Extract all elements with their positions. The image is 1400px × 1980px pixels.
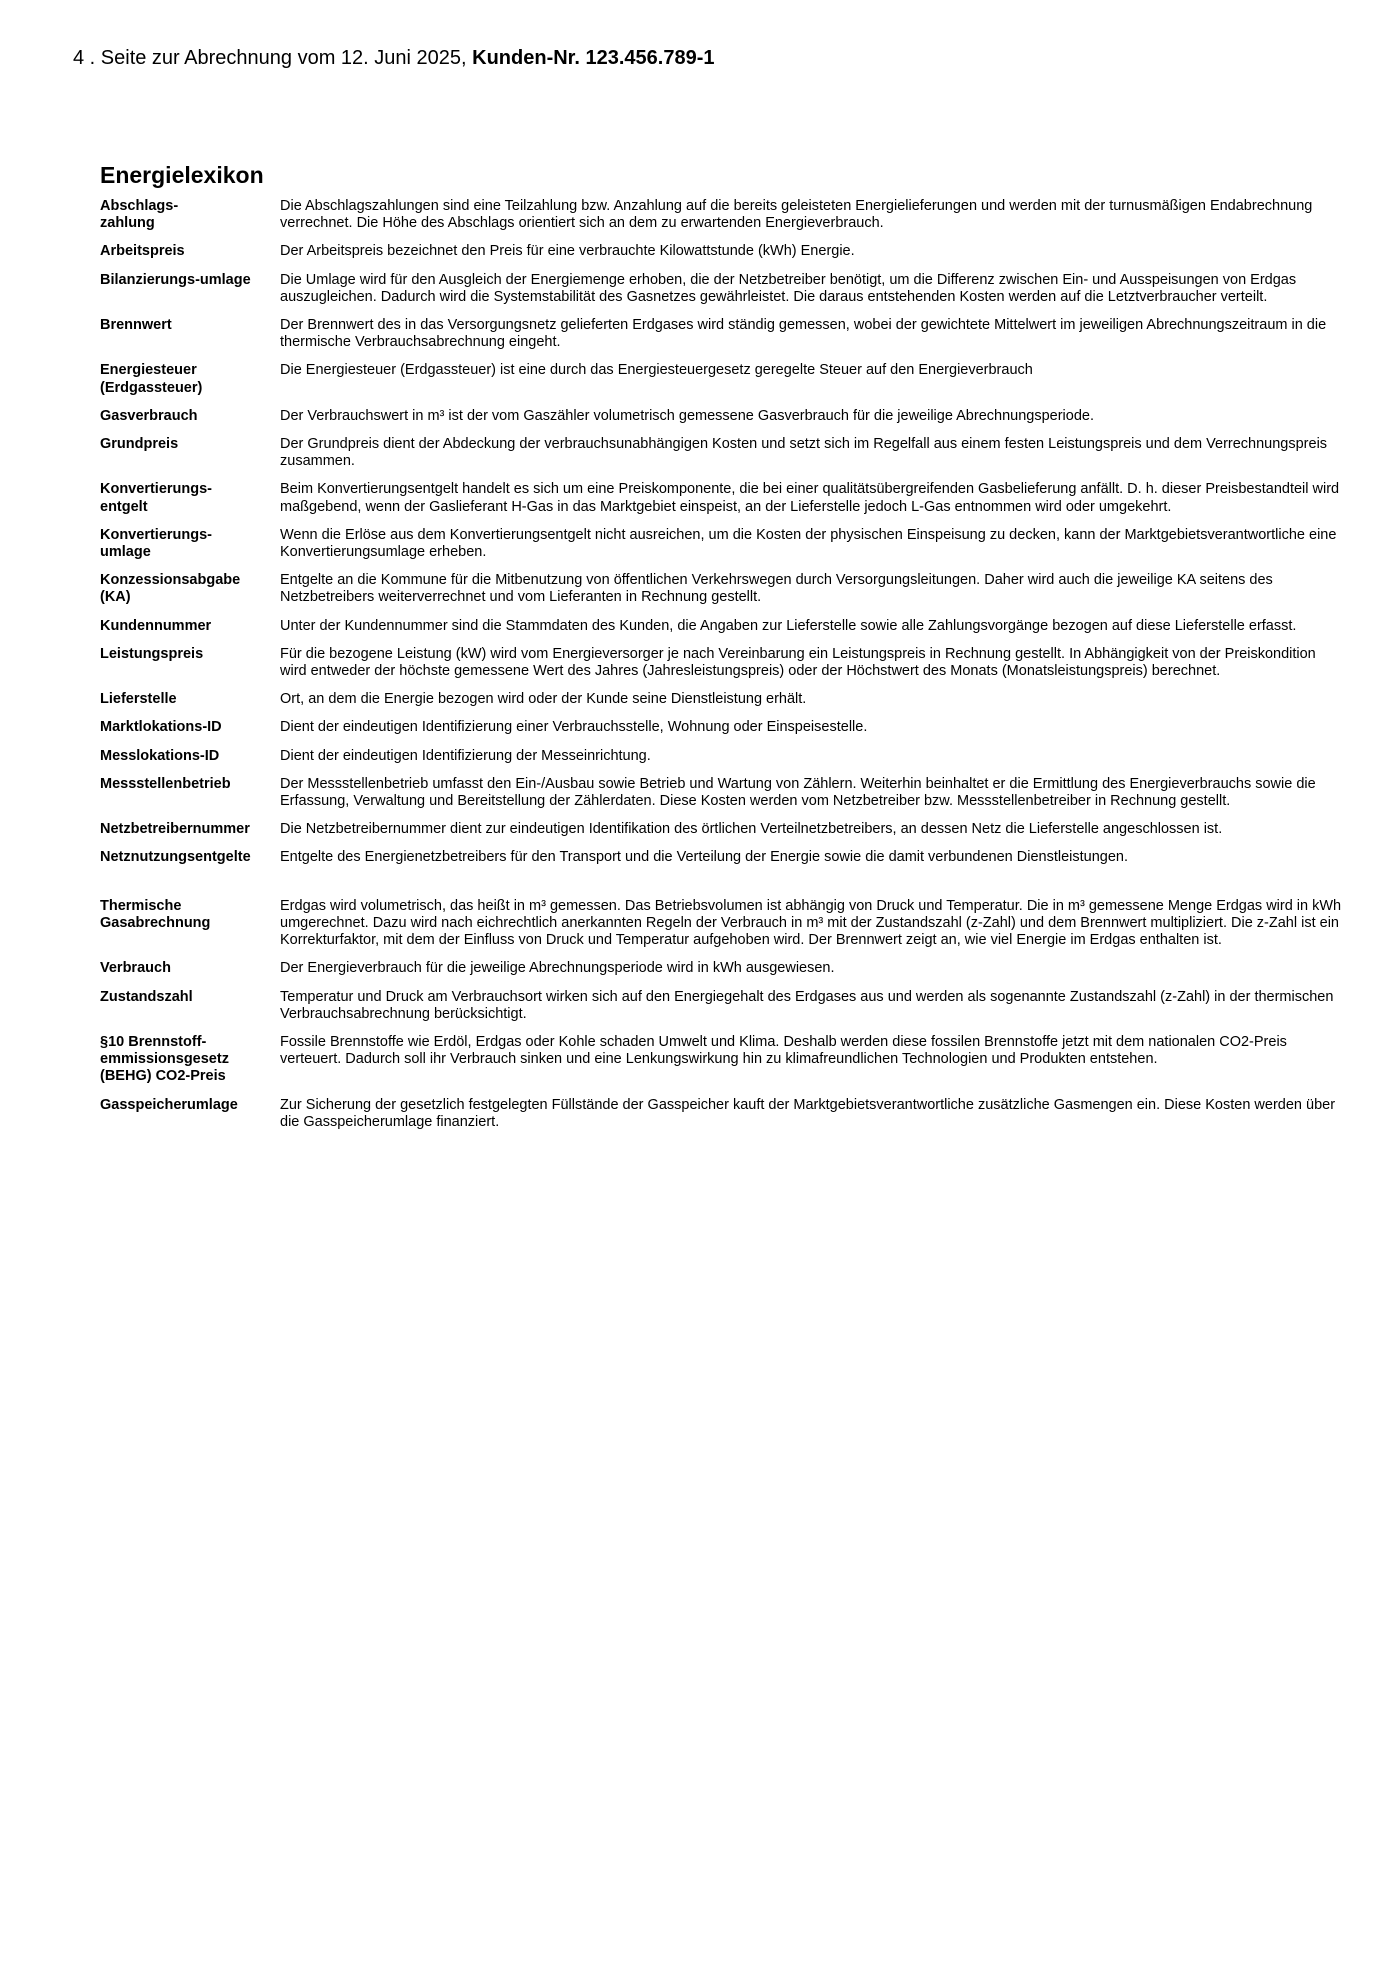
lexicon-definition: Der Verbrauchswert in m³ ist der vom Gaszähler volumetrisch gemessene Gasverbrauch für die jeweilige Abrechnungsperiode. <box>280 407 1094 424</box>
lexicon-term: Bilanzierungs-umlage <box>100 271 251 288</box>
lexicon-term: Brennwert <box>100 317 172 334</box>
lexicon-term: Verbrauch <box>100 960 171 977</box>
lexicon-term: Abschlags- zahlung <box>100 198 179 232</box>
lexicon-entry <box>100 317 1345 362</box>
lexicon-title: Energielexikon <box>100 162 264 188</box>
page-header-prefix: 4 . Seite zur Abrechnung vom 12. Juni 2025, <box>73 47 473 69</box>
lexicon-definition: Für die bezogene Leistung (kW) wird vom Energieversorger je nach Vereinbarung ein Leistungspreis in Rechnung gestellt. In Abhängigkeit von der Preiskondition wird entweder der höchste gemessene Wert des Jahres (Jahresleistungspreis) oder der Höchstwert des Monats (Monatsleistungspreis) berechnet. <box>280 645 1316 680</box>
lexicon-definition: Der Grundpreis dient der Abdeckung der verbrauchsunabhängigen Kosten und setzt sich im Regelfall aus einem festen Leistungspreis und dem Verrechnungspreis zusammen. <box>280 436 1328 470</box>
lexicon-definition: Zur Sicherung der gesetzlich festgelegten Füllstände der Gasspeicher kauft der Marktgebietsverantwortliche zusätzliche Gasmengen ein. Diese Kosten werden über die Gasspeicherumlage finanziert. <box>280 1096 1336 1130</box>
lexicon-table <box>100 198 1345 1142</box>
lexicon-entry <box>100 362 1345 407</box>
lexicon-term: Energiesteuer (Erdgassteuer) <box>100 362 203 396</box>
lexicon-term: Konvertierungs- umlage <box>100 526 212 561</box>
lexicon-definition: Beim Konvertierungsentgelt handelt es sich um eine Preiskomponente, die bei einer qualitätsübergreifenden Gasbelieferung anfällt. D. h. dieser Preisbestandteil wird maßgebend, wenn der Gaslieferant H-Gas in das Marktgebiet einspeist, an der Lieferstelle jedoch L-Gas entnommen wird oder umgekehrt. <box>280 481 1340 515</box>
lexicon-definition: Die Umlage wird für den Ausgleich der Energiemenge erhoben, die der Netzbetreiber benötigt, um die Differenz zwischen Ein- und Ausspeisungen von Erdgas auszugleichen. Dadurch wird die Systemstabilität des Gasnetzes gewährleistet. Die daraus entstehenden Kosten werden auf die Letztverbraucher verteilt. <box>280 271 1297 305</box>
lexicon-term: Marktlokations-ID <box>100 719 222 736</box>
lexicon-entry <box>100 198 1345 243</box>
lexicon-definition: Fossile Brennstoffe wie Erdöl, Erdgas oder Kohle schaden Umwelt und Klima. Deshalb werden diese fossilen Brennstoffe jetzt mit dem nationalen CO2-Preis verteuert. Dadurch soll ihr Verbrauch sinken und eine Lenkungswirkung hin zu klimafreundlichen Technologien und Produkten entstehen. <box>280 1033 1287 1068</box>
lexicon-definition: Der Arbeitspreis bezeichnet den Preis für eine verbrauchte Kilowattstunde (kWh) Energie. <box>280 243 855 260</box>
page-header <box>73 45 714 71</box>
lexicon-entry <box>100 243 1345 271</box>
lexicon-entry <box>100 878 1345 961</box>
lexicon-definition: Dient der eindeutigen Identifizierung der Messeinrichtung. <box>280 747 651 764</box>
lexicon-definition: Der Messstellenbetrieb umfasst den Ein-/Ausbau sowie Betrieb und Wartung von Zählern. Weiterhin beinhaltet er die Ermittlung des Energieverbrauchs sowie die Erfassung, Verwaltung und Bereitstellung der Zählerdaten. Diese Kosten werden vom Netzbetreiber bzw. Messstellenbetreiber in Rechnung gestellt. <box>280 775 1316 810</box>
lexicon-definition: Die Abschlagszahlungen sind eine Teilzahlung bzw. Anzahlung auf die bereits geleisteten Energielieferungen und werden mit der turnusmäßigen Endabrechnung verrechnet. Die Höhe des Abschlags orientiert sich an dem zu erwartenden Energieverbrauch. <box>280 198 1313 232</box>
lexicon-definition: Entgelte an die Kommune für die Mitbenutzung von öffentlichen Verkehrswegen durch Versorgungsleitungen. Daher wird auch die jeweilige KA seitens des Netzbetreibers weiterverrechnet und vom Lieferanten in Rechnung gestellt. <box>280 572 1273 606</box>
lexicon-term: Zustandszahl <box>100 988 193 1005</box>
lexicon-entry <box>100 989 1345 1034</box>
lexicon-entry <box>100 719 1345 747</box>
lexicon-term: Thermische Gasabrechnung <box>100 897 211 931</box>
lexicon-entry <box>100 436 1345 481</box>
lexicon-entry <box>100 481 1345 526</box>
lexicon-term: Konzessionsabgabe (KA) <box>100 572 241 606</box>
lexicon-entry <box>100 776 1345 821</box>
lexicon-entry <box>100 1097 1345 1142</box>
lexicon-definition: Die Netzbetreibernummer dient zur eindeutigen Identifikation des örtlichen Verteilnetzbetreibers, an dessen Netz die Lieferstelle angeschlossen ist. <box>280 821 1223 838</box>
lexicon-term: Lieferstelle <box>100 691 177 708</box>
lexicon-definition: Erdgas wird volumetrisch, das heißt in m³ gemessen. Das Betriebsvolumen ist abhängig von Druck und Temperatur. Die in m³ gemessene Menge Erdgas wird in kWh umgerechnet. Dazu wird nach eichrechtlich anerkannten Regeln der Verbrauch in m³ mit der Zustandszahl (z-Zahl) und dem Brennwert multipliziert. Die z-Zahl ist ein Korrekturfaktor, mit dem der Einfluss von Druck und Temperatur aufgehoben wird. Der Brennwert zeigt an, wie viel Energie im Erdgas enthalten ist. <box>280 897 1342 949</box>
lexicon-entry <box>100 1034 1345 1097</box>
lexicon-entry <box>100 618 1345 646</box>
lexicon-term: Grundpreis <box>100 436 179 453</box>
lexicon-definition: Dient der eindeutigen Identifizierung einer Verbrauchsstelle, Wohnung oder Einspeisestelle. <box>280 719 868 736</box>
lexicon-entry <box>100 691 1345 719</box>
lexicon-definition: Der Brennwert des in das Versorgungsnetz gelieferten Erdgases wird ständig gemessen, wobei der gewichtete Mittelwert im jeweiligen Abrechnungszeitraum in die thermische Verbrauchsabrechnung eingeht. <box>280 317 1327 351</box>
energy-lexicon <box>100 160 1345 1142</box>
lexicon-entry <box>100 408 1345 436</box>
lexicon-entry <box>100 960 1345 988</box>
lexicon-entry <box>100 748 1345 776</box>
lexicon-term: Leistungspreis <box>100 645 204 662</box>
lexicon-definition: Temperatur und Druck am Verbrauchsort wirken sich auf den Energiegehalt des Erdgases aus und werden als sogenannte Zustandszahl (z-Zahl) in der thermischen Verbrauchsabrechnung berücksichtigt. <box>280 988 1334 1022</box>
lexicon-term: Netznutzungsentgelte <box>100 849 251 866</box>
lexicon-term: Messstellenbetrieb <box>100 775 231 792</box>
lexicon-entry <box>100 572 1345 617</box>
lexicon-definition: Wenn die Erlöse aus dem Konvertierungsentgelt nicht ausreichen, um die Kosten der physischen Einspeisung zu decken, kann der Marktgebietsverantwortliche eine Konvertierungsumlage erheben. <box>280 526 1337 561</box>
lexicon-term: Gasverbrauch <box>100 407 198 424</box>
customer-number: Kunden-Nr. 123.456.789-1 <box>472 47 715 69</box>
lexicon-definition: Der Energieverbrauch für die jeweilige Abrechnungsperiode wird in kWh ausgewiesen. <box>280 960 835 977</box>
lexicon-term: Netzbetreibernummer <box>100 821 250 838</box>
lexicon-definition: Unter der Kundennummer sind die Stammdaten des Kunden, die Angaben zur Lieferstelle sowie alle Zahlungsvorgänge bezogen auf diese Lieferstelle erfasst. <box>280 617 1297 634</box>
lexicon-term: Gasspeicherumlage <box>100 1096 238 1113</box>
lexicon-term: Konvertierungs- entgelt <box>100 481 212 515</box>
lexicon-definition: Ort, an dem die Energie bezogen wird oder der Kunde seine Dienstleistung erhält. <box>280 691 807 708</box>
lexicon-term: Kundennummer <box>100 617 212 634</box>
lexicon-definition: Die Energiesteuer (Erdgassteuer) ist eine durch das Energiesteuergesetz geregelte Steuer auf den Energieverbrauch <box>280 362 1033 379</box>
lexicon-term: §10 Brennstoff- emmissionsgesetz (BEHG) CO2-Preis <box>100 1033 229 1085</box>
lexicon-entry <box>100 646 1345 691</box>
lexicon-entry <box>100 527 1345 572</box>
lexicon-entry <box>100 272 1345 317</box>
lexicon-entry <box>100 821 1345 849</box>
lexicon-term: Arbeitspreis <box>100 243 185 260</box>
lexicon-definition: Entgelte des Energienetzbetreibers für den Transport und die Verteilung der Energie sowie die damit verbundenen Dienstleistungen. <box>280 849 1128 866</box>
lexicon-term: Messlokations-ID <box>100 747 220 764</box>
lexicon-entry <box>100 849 1345 877</box>
